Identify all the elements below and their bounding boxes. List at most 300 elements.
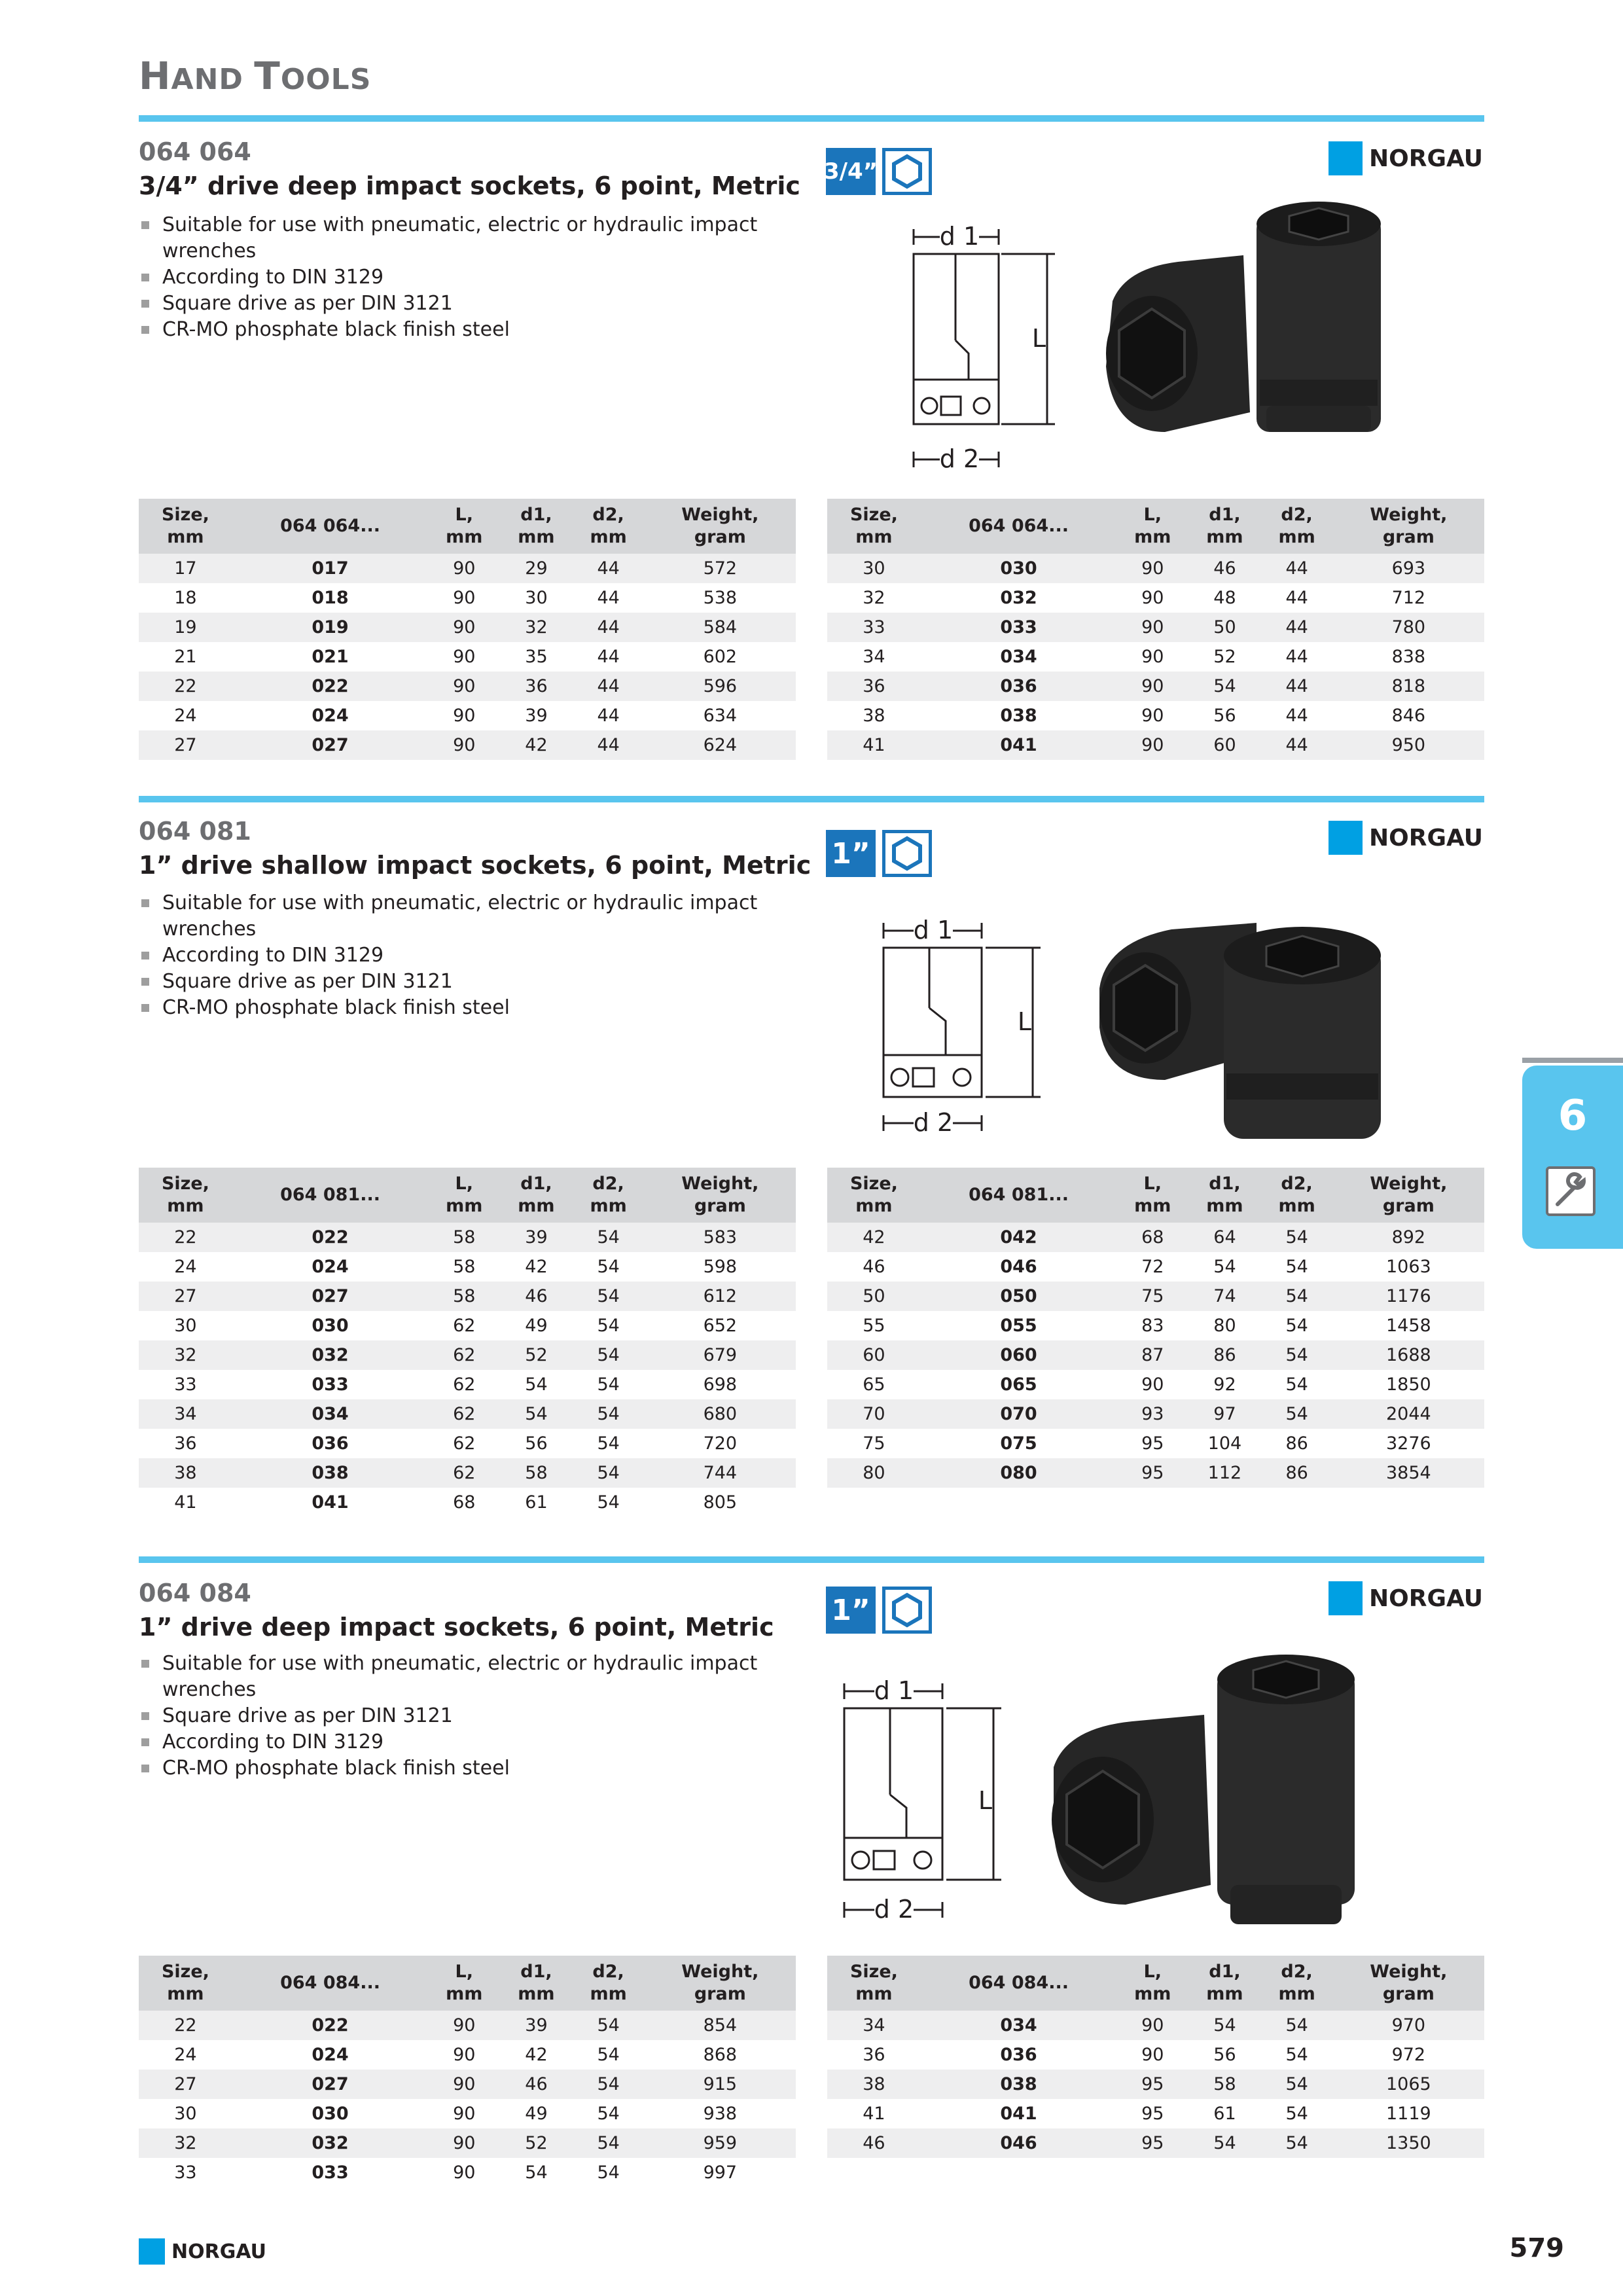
table-cell: 780: [1333, 613, 1484, 642]
table-cell: 584: [645, 613, 796, 642]
table-cell: 54: [573, 1282, 645, 1311]
table-row: [827, 583, 1484, 613]
table-cell: 80: [827, 1458, 921, 1488]
table-cell: 52: [500, 2128, 572, 2158]
table-cell: 90: [428, 613, 500, 642]
table-row: [827, 1282, 1484, 1311]
table-cell: 90: [1141, 2045, 1164, 2065]
column-header: L, mm: [428, 499, 500, 554]
column-header: d2, mm: [1261, 499, 1333, 554]
table-cell: 54: [573, 1458, 645, 1488]
column-header: Weight, gram: [1333, 499, 1484, 554]
table-cell: 34: [863, 647, 885, 667]
table-cell: 44: [1261, 554, 1333, 583]
dimension-label-l: L: [978, 1786, 992, 1815]
table-cell: 44: [573, 672, 645, 701]
table-cell: 54: [1188, 2011, 1260, 2040]
header-rule: [139, 115, 1484, 122]
table-cell: 720: [703, 1433, 738, 1454]
column-header: L, mm: [428, 1168, 500, 1223]
brand-square-icon: [1329, 821, 1363, 855]
table-cell: 055: [1000, 1316, 1037, 1336]
table-cell: 90: [1116, 730, 1188, 760]
table-cell: 90: [1116, 672, 1188, 701]
table-cell: 93: [1116, 1399, 1188, 1429]
table-cell: 744: [645, 1458, 796, 1488]
table-cell: 54: [573, 1340, 645, 1370]
table-cell: 041: [312, 1492, 349, 1513]
table-cell: 818: [1333, 672, 1484, 701]
table-cell: 32: [863, 588, 885, 608]
table-cell: 22: [139, 672, 232, 701]
table-cell: 58: [428, 1282, 500, 1311]
table-cell: 54: [1261, 2011, 1333, 2040]
table-cell: 2044: [1333, 1399, 1484, 1429]
table-row: [139, 613, 796, 642]
table-cell: 62: [428, 1399, 500, 1429]
table-cell: 54: [573, 2011, 645, 2040]
column-header: d1, mm: [500, 1956, 572, 2011]
table-cell: 44: [1261, 613, 1333, 642]
column-header: Size, mm: [139, 1168, 232, 1223]
table-cell: 52: [1213, 647, 1236, 667]
table-cell: 90: [1141, 1374, 1164, 1395]
footer-brand-name: NORGAU: [171, 2240, 266, 2263]
table-cell: 54: [1285, 1316, 1308, 1336]
page-number: 579: [1509, 2233, 1564, 2263]
table-cell: 62: [453, 1433, 476, 1454]
table-cell: 1065: [1333, 2070, 1484, 2099]
table-cell: 34: [827, 2011, 921, 2040]
feature-item: According to DIN 3129: [139, 942, 826, 969]
table-row: [139, 2128, 796, 2158]
table-row: [827, 2070, 1484, 2099]
wrench-icon: [1546, 1166, 1596, 1216]
table-cell: 022: [232, 1223, 428, 1252]
table-cell: 62: [453, 1316, 476, 1336]
table-row: [827, 2011, 1484, 2040]
table-header-row: [827, 1168, 1484, 1223]
table-cell: 1458: [1385, 1316, 1431, 1336]
column-header: d1, mm: [1188, 1956, 1260, 2011]
table-cell: 44: [597, 706, 620, 726]
column-header: L, mm: [1116, 1168, 1188, 1223]
feature-list: [139, 1651, 826, 1782]
table-cell: 54: [573, 1223, 645, 1252]
table-cell: 027: [232, 730, 428, 760]
socket-product-photo: [1086, 196, 1400, 471]
table-cell: 892: [1333, 1223, 1484, 1252]
table-cell: 38: [139, 1458, 232, 1488]
table-cell: 065: [1000, 1374, 1037, 1395]
table-cell: 75: [863, 1433, 885, 1454]
table-row: [827, 2128, 1484, 2158]
column-header: 064 084...: [232, 1956, 428, 2011]
spec-table: [139, 1168, 796, 1517]
column-header: L, mm: [1116, 499, 1188, 554]
table-cell: 596: [645, 672, 796, 701]
table-row: [827, 1399, 1484, 1429]
table-row: [139, 1429, 796, 1458]
table-cell: 44: [597, 647, 620, 667]
product-title: 1” drive deep impact sockets, 6 point, Metric: [139, 1613, 774, 1641]
dimension-label-d2: d 2: [913, 1108, 954, 1137]
table-cell: 39: [525, 706, 548, 726]
table-cell: 90: [1141, 588, 1164, 608]
table-cell: 90: [1116, 613, 1188, 642]
column-header: Weight, gram: [1333, 1168, 1484, 1223]
feature-item: Square drive as per DIN 3121: [139, 969, 826, 995]
table-cell: 54: [1285, 2045, 1308, 2065]
table-header-row: [139, 1168, 796, 1223]
table-cell: 034: [1000, 647, 1037, 667]
table-cell: 83: [1141, 1316, 1164, 1336]
column-header: d2, mm: [1261, 1956, 1333, 2011]
feature-list: [139, 890, 826, 1021]
table-cell: 538: [703, 588, 738, 608]
table-cell: 54: [1188, 672, 1260, 701]
table-cell: 634: [703, 706, 738, 726]
drive-size-badge: 1”: [826, 830, 876, 877]
table-cell: 42: [525, 2045, 548, 2065]
table-cell: 30: [525, 588, 548, 608]
table-cell: 90: [428, 2070, 500, 2099]
feature-item: Suitable for use with pneumatic, electric or hydraulic impact wrenches: [139, 1651, 826, 1703]
feature-item: According to DIN 3129: [139, 264, 793, 291]
table-cell: 041: [1000, 2104, 1037, 2124]
hex-6-point-icon: [882, 830, 932, 877]
table-cell: 65: [863, 1374, 885, 1395]
product-code: 064 064: [139, 137, 251, 166]
table-cell: 54: [1188, 2128, 1260, 2158]
table-cell: 61: [525, 1492, 548, 1513]
table-cell: 38: [863, 706, 885, 726]
table-row: [827, 1311, 1484, 1340]
column-header: 064 084...: [921, 1956, 1116, 2011]
table-cell: 90: [453, 706, 476, 726]
table-header-row: [827, 499, 1484, 554]
table-cell: 54: [597, 1316, 620, 1336]
table-cell: 624: [645, 730, 796, 760]
table-cell: 034: [232, 1399, 428, 1429]
table-cell: 90: [428, 730, 500, 760]
table-cell: 46: [500, 2070, 572, 2099]
table-cell: 42: [525, 1257, 548, 1277]
table-cell: 90: [428, 2011, 500, 2040]
table-cell: 30: [174, 2104, 197, 2124]
table-cell: 86: [1285, 1433, 1308, 1454]
footer-brand-logo: [139, 2238, 266, 2265]
table-cell: 3854: [1333, 1458, 1484, 1488]
table-cell: 024: [312, 2045, 349, 2065]
table-row: [827, 642, 1484, 672]
table-row: [139, 1282, 796, 1311]
column-header: Weight, gram: [645, 1168, 796, 1223]
column-header: L, mm: [1116, 1956, 1188, 2011]
column-header: Weight, gram: [645, 499, 796, 554]
table-cell: 033: [312, 1374, 349, 1395]
table-cell: 44: [573, 613, 645, 642]
product-title: 1” drive shallow impact sockets, 6 point, Metric: [139, 851, 812, 880]
section-rule: [139, 796, 1484, 802]
table-row: [827, 554, 1484, 583]
table-cell: 44: [573, 730, 645, 760]
table-cell: 1176: [1333, 1282, 1484, 1311]
table-cell: 1063: [1385, 1257, 1431, 1277]
product-title: 3/4” drive deep impact sockets, 6 point, Metric: [139, 171, 800, 200]
table-cell: 62: [428, 1458, 500, 1488]
table-cell: 56: [525, 1433, 548, 1454]
column-header: d2, mm: [1261, 1168, 1333, 1223]
table-row: [139, 1252, 796, 1282]
table-cell: 33: [174, 2162, 197, 2183]
table-cell: 48: [1213, 588, 1236, 608]
table-cell: 44: [1285, 647, 1308, 667]
socket-dimension-diagram: [864, 910, 1047, 1145]
table-cell: 44: [1261, 730, 1333, 760]
table-cell: 036: [1000, 2045, 1037, 2065]
table-cell: 033: [921, 613, 1116, 642]
table-cell: 50: [827, 1282, 921, 1311]
table-cell: 042: [921, 1223, 1116, 1252]
table-cell: 54: [573, 2128, 645, 2158]
table-row: [827, 730, 1484, 760]
table-cell: 693: [1333, 554, 1484, 583]
table-cell: 54: [525, 1374, 548, 1395]
table-cell: 972: [1391, 2045, 1426, 2065]
table-cell: 90: [428, 554, 500, 583]
table-row: [827, 613, 1484, 642]
table-cell: 32: [500, 613, 572, 642]
table-cell: 22: [139, 1223, 232, 1252]
table-cell: 1350: [1333, 2128, 1484, 2158]
table-cell: 34: [139, 1399, 232, 1429]
dimension-label-l: L: [1031, 324, 1046, 353]
table-cell: 033: [312, 2162, 349, 2183]
table-cell: 612: [645, 1282, 796, 1311]
table-cell: 959: [645, 2128, 796, 2158]
table-cell: 24: [174, 706, 197, 726]
column-header: Size, mm: [827, 1168, 921, 1223]
table-cell: 680: [645, 1399, 796, 1429]
column-header: d1, mm: [1188, 1168, 1260, 1223]
table-cell: 19: [139, 613, 232, 642]
table-cell: 54: [1261, 2128, 1333, 2158]
table-cell: 56: [1213, 706, 1236, 726]
table-cell: 70: [827, 1399, 921, 1429]
table-cell: 61: [1213, 2104, 1236, 2124]
table-cell: 019: [232, 613, 428, 642]
column-header: d2, mm: [573, 1168, 645, 1223]
table-cell: 652: [703, 1316, 738, 1336]
feature-item: Square drive as per DIN 3121: [139, 1703, 826, 1729]
table-cell: 86: [1261, 1458, 1333, 1488]
table-cell: 54: [1285, 1257, 1308, 1277]
table-cell: 90: [428, 2128, 500, 2158]
table-cell: 95: [1116, 2128, 1188, 2158]
table-cell: 49: [525, 1316, 548, 1336]
hex-6-point-icon: [882, 1587, 932, 1634]
table-cell: 30: [827, 554, 921, 583]
table-cell: 87: [1116, 1340, 1188, 1370]
table-cell: 41: [863, 2104, 885, 2124]
table-cell: 950: [1333, 730, 1484, 760]
column-header: Size, mm: [827, 1956, 921, 2011]
table-cell: 022: [232, 672, 428, 701]
table-cell: 970: [1333, 2011, 1484, 2040]
table-cell: 86: [1188, 1340, 1260, 1370]
dimension-label-d2: d 2: [939, 444, 980, 473]
table-cell: 54: [597, 2162, 620, 2183]
table-cell: 54: [573, 1399, 645, 1429]
column-header: 064 081...: [232, 1168, 428, 1223]
table-row: [827, 1223, 1484, 1252]
dimension-label-d2: d 2: [874, 1895, 914, 1924]
table-cell: 44: [573, 554, 645, 583]
dimension-label-d1: d 1: [874, 1676, 914, 1705]
table-cell: 868: [703, 2045, 738, 2065]
table-cell: 046: [1000, 1257, 1037, 1277]
table-cell: 038: [1000, 706, 1037, 726]
product-code: 064 081: [139, 817, 251, 846]
page-header-title: HAND TOOLS: [139, 54, 372, 98]
column-header: d2, mm: [573, 499, 645, 554]
table-cell: 032: [1000, 588, 1037, 608]
brand-name: NORGAU: [1369, 145, 1483, 172]
table-cell: 54: [1261, 2070, 1333, 2099]
table-cell: 90: [453, 2045, 476, 2065]
brand-square-icon: [139, 2238, 165, 2265]
table-cell: 54: [500, 1399, 572, 1429]
table-cell: 68: [1116, 1223, 1188, 1252]
feature-list: [139, 212, 793, 343]
table-cell: 72: [1141, 1257, 1164, 1277]
table-row: [827, 2099, 1484, 2128]
table-row: [827, 1429, 1484, 1458]
table-cell: 74: [1188, 1282, 1260, 1311]
table-cell: 915: [645, 2070, 796, 2099]
table-cell: 060: [921, 1340, 1116, 1370]
table-row: [139, 642, 796, 672]
table-cell: 90: [1141, 706, 1164, 726]
feature-item: According to DIN 3129: [139, 1729, 826, 1755]
socket-product-photo: [1086, 884, 1400, 1158]
table-cell: 54: [597, 1374, 620, 1395]
table-row: [139, 1340, 796, 1370]
table-cell: 36: [863, 2045, 885, 2065]
table-cell: 021: [312, 647, 349, 667]
chapter-number: 6: [1558, 1092, 1588, 1140]
table-cell: 1688: [1333, 1340, 1484, 1370]
table-cell: 80: [1213, 1316, 1236, 1336]
table-cell: 54: [597, 1433, 620, 1454]
column-header: Weight, gram: [1333, 1956, 1484, 2011]
table-cell: 54: [1261, 1399, 1333, 1429]
table-cell: 805: [703, 1492, 738, 1513]
feature-item: Suitable for use with pneumatic, electric or hydraulic impact wrenches: [139, 212, 793, 264]
table-cell: 36: [500, 672, 572, 701]
table-cell: 90: [453, 647, 476, 667]
table-cell: 022: [232, 2011, 428, 2040]
table-row: [827, 1370, 1484, 1399]
table-cell: 938: [703, 2104, 738, 2124]
table-cell: 679: [645, 1340, 796, 1370]
table-cell: 68: [453, 1492, 476, 1513]
feature-item: CR-MO phosphate black finish steel: [139, 1755, 826, 1782]
table-cell: 60: [827, 1340, 921, 1370]
column-header: Size, mm: [827, 499, 921, 554]
table-cell: 54: [1285, 1374, 1308, 1395]
table-cell: 018: [312, 588, 349, 608]
table-cell: 95: [1116, 2070, 1188, 2099]
table-cell: 95: [1116, 1458, 1188, 1488]
table-cell: 846: [1391, 706, 1426, 726]
table-row: [139, 672, 796, 701]
table-cell: 032: [232, 1340, 428, 1370]
table-cell: 58: [428, 1223, 500, 1252]
table-cell: 027: [232, 1282, 428, 1311]
table-cell: 1850: [1385, 1374, 1431, 1395]
table-cell: 030: [312, 2104, 349, 2124]
table-cell: 62: [453, 1374, 476, 1395]
table-cell: 75: [1116, 1282, 1188, 1311]
brand-name: NORGAU: [1369, 1585, 1483, 1612]
table-row: [827, 1458, 1484, 1488]
table-cell: 075: [1000, 1433, 1037, 1454]
table-row: [139, 701, 796, 730]
feature-item: Suitable for use with pneumatic, electric or hydraulic impact wrenches: [139, 890, 826, 942]
table-cell: 50: [1188, 613, 1260, 642]
dimension-label-l: L: [1017, 1007, 1031, 1036]
table-row: [139, 1488, 796, 1517]
table-cell: 41: [827, 730, 921, 760]
table-row: [139, 583, 796, 613]
table-row: [139, 2070, 796, 2099]
table-cell: 24: [174, 1257, 197, 1277]
table-header-row: [139, 1956, 796, 2011]
column-header: d2, mm: [573, 1956, 645, 2011]
column-header: Size, mm: [139, 1956, 232, 2011]
table-cell: 032: [232, 2128, 428, 2158]
table-cell: 070: [921, 1399, 1116, 1429]
table-cell: 97: [1188, 1399, 1260, 1429]
table-cell: 56: [1213, 2045, 1236, 2065]
table-cell: 27: [139, 1282, 232, 1311]
table-cell: 854: [645, 2011, 796, 2040]
table-cell: 54: [1261, 1282, 1333, 1311]
column-header: L, mm: [428, 1956, 500, 2011]
table-row: [139, 554, 796, 583]
table-row: [827, 672, 1484, 701]
table-row: [139, 2040, 796, 2070]
table-cell: 42: [827, 1223, 921, 1252]
table-cell: 54: [597, 2045, 620, 2065]
table-cell: 41: [174, 1492, 197, 1513]
table-cell: 58: [1188, 2070, 1260, 2099]
table-cell: 33: [174, 1374, 197, 1395]
table-cell: 041: [921, 730, 1116, 760]
column-header: 064 064...: [232, 499, 428, 554]
table-cell: 046: [921, 2128, 1116, 2158]
table-cell: 90: [453, 588, 476, 608]
table-cell: 024: [312, 706, 349, 726]
table-cell: 64: [1188, 1223, 1260, 1252]
brand-logo: [1329, 1581, 1483, 1615]
table-cell: 39: [500, 2011, 572, 2040]
table-cell: 54: [597, 2104, 620, 2124]
table-cell: 46: [827, 2128, 921, 2158]
table-cell: 598: [703, 1257, 738, 1277]
